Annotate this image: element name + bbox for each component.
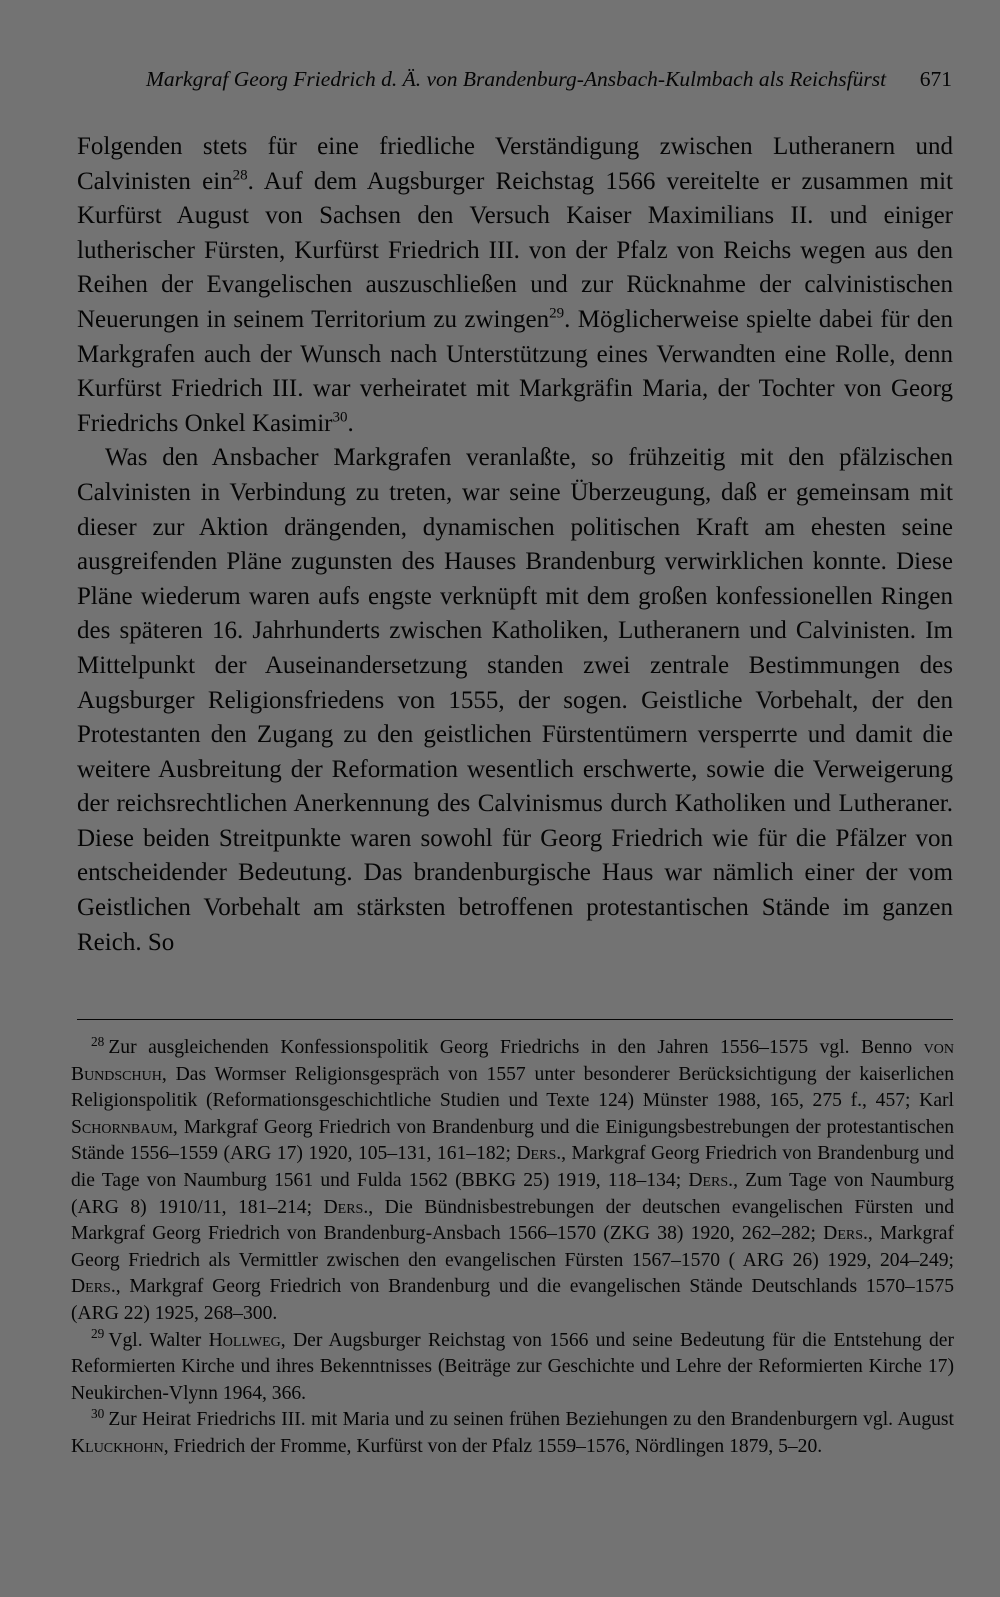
text-segment: ., Die Bündnisbestrebungen der deutschen evangelischen Fürsten und Markgraf Georg Friedrich von Brandenburg-Ansbach 1566–1570 (ZKG 38) 1920, 262–282; — [71, 1196, 954, 1245]
footnote-divider — [77, 1019, 953, 1020]
text-segment: . Auf dem Augsburger Reichstag 1566 vereitelte er zusammen mit Kurfürst August von Sachsen den Versuch Kaiser Maximilians II. und einiger lutherischer Fürsten, Kurfürst Friedrich III. von der Pfalz von Reichs wegen aus den Reihen der Evangelischen auszuschließen und zur Rücknahme der calvinistischen Neuerungen in seinem Territorium zu zwingen — [77, 167, 953, 333]
text-segment: ., Markgraf Georg Friedrich als Vermittler zwischen den evangelischen Fürsten 1567–1570 ( ARG 26) 1929, 204–249; — [71, 1223, 954, 1271]
footnote-number: 28 — [91, 1033, 105, 1049]
footnote-number: 29 — [91, 1326, 105, 1342]
footnote-ref-30: 30 — [332, 409, 348, 426]
footnote-28 — [71, 1035, 954, 1328]
text-segment: , Markgraf Georg Friedrich von Brandenburg und die Einigungsbestrebungen der protestantischen Stände 1556–1559 (ARG 17) 1920, 105–131, 161–182; — [71, 1116, 954, 1165]
text-segment: Zur Heirat Friedrichs III. mit Maria und zu seinen frühen Beziehungen zu den Brandenburgern vgl. August — [108, 1409, 954, 1431]
footnotes — [71, 1035, 954, 1461]
author-name: Ders — [823, 1223, 863, 1245]
text-segment: , Der Augsburger Reichstag von 1566 und seine Bedeutung für die Entstehung der Reformierten Kirche und ihres Bekenntnisses (Beiträge zur Geschichte und Lehre der Reformierten Kirche 17) Neukirchen-Vlynn 1964, 366. — [71, 1329, 954, 1404]
author-name: Ders — [688, 1169, 729, 1191]
author-name: Ders — [323, 1196, 364, 1218]
footnote-number: 30 — [91, 1405, 105, 1421]
text-segment: ., Zum Tage von Naumburg (ARG 8) 1910/11, 181–214; — [71, 1169, 955, 1218]
running-title: Markgraf Georg Friedrich d. Ä. von Brandenburg-Ansbach-Kulmbach als Reichsfürst — [146, 67, 887, 91]
author-name: Ders — [71, 1276, 111, 1298]
author-name: Kluckhohn — [71, 1435, 164, 1457]
author-name: von Bundschuh — [71, 1037, 954, 1085]
footnote-ref-28: 28 — [232, 167, 248, 184]
text-segment: . Möglicherweise spielte dabei für den Markgrafen auch der Wunsch nach Unterstützung eines Verwandten eine Rolle, denn Kurfürst Friedrich III. war verheiratet mit Markgräfin Maria, der Tochter von Georg Friedrichs Onkel Kasimir — [77, 305, 953, 437]
footnote-29 — [71, 1328, 954, 1408]
footnote-30 — [71, 1407, 954, 1460]
text-segment: , Friedrich der Fromme, Kurfürst von der Pfalz 1559–1576, Nördlingen 1879, 5–20. — [163, 1435, 823, 1457]
text-segment: Folgenden stets für eine friedliche Verständigung zwischen Lutheranern und Calvinisten ein — [77, 133, 953, 195]
author-name: Hollweg — [208, 1329, 281, 1351]
paragraph — [77, 130, 953, 441]
text-segment: , Das Wormser Religionsgespräch von 1557 unter besonderer Berücksichtigung der kaiserlichen Religionspolitik (Reformationsgeschichtliche Studien und Texte 124) Münster 1988, 165, 275 f., 457; Karl — [71, 1063, 954, 1112]
text-segment: ., Markgraf Georg Friedrich von Brandenburg und die evangelischen Stände Deutschlands 1570–1575 (ARG 22) 1925, 268–300. — [71, 1276, 954, 1324]
footnote-ref-29: 29 — [549, 305, 565, 322]
author-name: Ders — [516, 1143, 557, 1165]
author-name: Schornbaum — [71, 1116, 173, 1138]
text-segment: Zur ausgleichenden Konfessionspolitik Georg Friedrichs in den Jahren 1556–1575 vgl. Benno — [108, 1037, 924, 1058]
text-segment: ., Markgraf Georg Friedrich von Brandenburg und die Tage von Naumburg 1561 und Fulda 1562 (BBKG 25) 1919, 118–134; — [71, 1143, 954, 1191]
text-segment: Vgl. Walter — [108, 1329, 209, 1351]
paragraph: Was den Ansbacher Markgrafen veranlaßte, so frühzeitig mit den pfälzischen Calvinisten in Verbindung zu treten, war seine Überzeugung, daß er gemeinsam mit dieser zur Aktion drängenden, dynamischen politischen Kraft am ehesten seine ausgreifenden Pläne zugunsten des Hauses Brandenburg verwirklichen konnte. Diese Pläne wiederum waren aufs engste verknüpft mit dem großen konfessionellen Ringen des späteren 16. Jahrhunderts zwischen Katholiken, Lutheranern und Calvinisten. Im Mittelpunkt der Auseinandersetzung standen zwei zentrale Bestimmungen des Augsburger Religionsfriedens von 1555, der sogen. Geistliche Vorbehalt, der den Protestanten den Zugang zu den geistlichen Fürstentümern versperrte und damit die weitere Ausbreitung der Reformation wesentlich erschwerte, sowie die Verweigerung der reichsrechtlichen Anerkennung des Calvinismus durch Katholiken und Lutheraner. Diese beiden Streitpunkte waren sowohl für Georg Friedrich wie für die Pfälzer von entscheidender Bedeutung. Das brandenburgische Haus war nämlich einer der vom Geistlichen Vorbehalt am stärksten betroffenen protestantischen Stände im ganzen Reich. So — [77, 444, 953, 956]
page-number: 671 — [919, 67, 952, 91]
running-header — [146, 62, 952, 96]
text-segment: . — [347, 409, 354, 437]
main-text — [77, 130, 953, 960]
